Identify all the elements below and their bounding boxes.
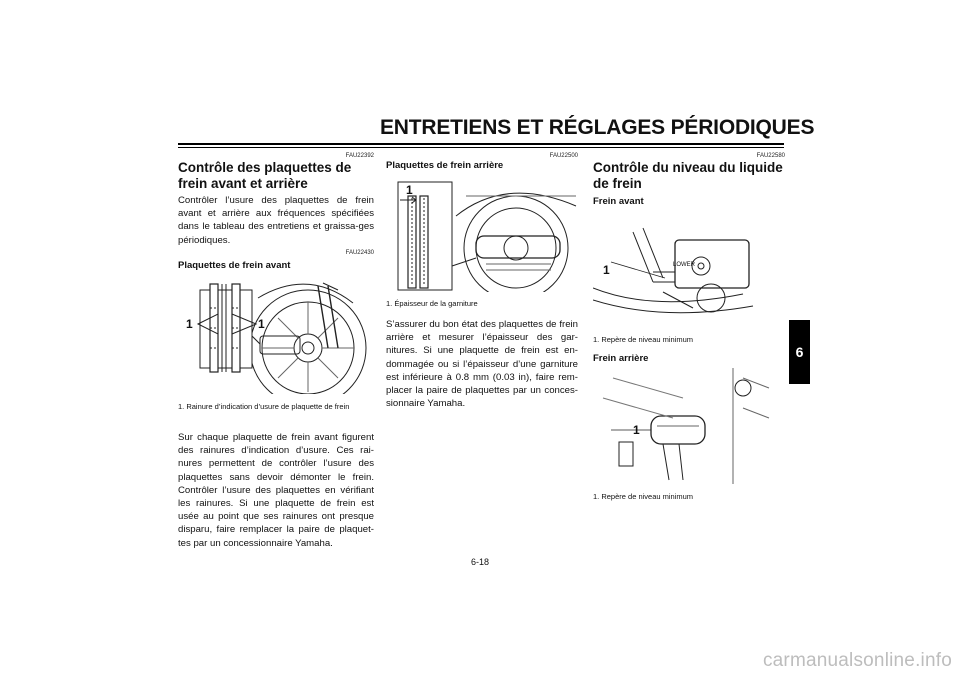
front-brake-pad-figure — [178, 278, 374, 394]
watermark: carmanualsonline.info — [762, 650, 952, 671]
front-brake-reservoir-figure — [593, 212, 785, 328]
chapter-tab: 6 — [789, 320, 810, 384]
subsection-title-rear-pads: Plaquettes de frein arrière — [386, 160, 504, 171]
page-number: 6-18 — [470, 557, 489, 567]
callout-1-right: 1 — [258, 317, 265, 331]
subsection-code: FAU22430 — [345, 250, 374, 256]
figure-caption-rear-pads: 1. Épaisseur de la garniture — [386, 299, 478, 308]
callout-1-left: 1 — [186, 317, 193, 331]
section-code: FAU22500 — [549, 153, 578, 159]
section-code: FAU22580 — [756, 153, 785, 159]
callout-1: 1 — [633, 423, 640, 437]
intro-paragraph: Contrôler l’usure des plaquettes de frein avant et arrière aux fréquences spécifiées dans le tableau des entretiens et graissa-ges périodiques. — [178, 195, 374, 246]
figure-caption-rear-reservoir: 1. Repère de niveau minimum — [593, 492, 694, 501]
header-rule — [178, 143, 784, 145]
callout-1: 1 — [406, 183, 413, 197]
section-code: FAU22392 — [345, 153, 374, 159]
rear-brake-pad-figure — [386, 176, 578, 292]
rear-pads-paragraph: S’assurer du bon état des plaquettes de frein arrière et mesurer l’épaisseur des gar-nitures. Si une plaquette de frein est en-dommagée ou si l’épaisseur d’une garniture est inférieure à 0.8 mm (0.03 in), faire rem-placer la paire de plaquettes par un conces-sionnaire Yamaha. — [386, 319, 578, 410]
front-pads-paragraph: Sur chaque plaquette de frein avant figurent des rainures d’indication d’usure. Ces rai-nures permettent de contrôler l’usure des plaquettes sans devoir démonter le frein. Contrôler l’usure des plaquettes en vérifiant les rainures. Si une plaquette de frein est usée au point que ses rainures ont presque disparu, faire remplacer la paire de plaquet-tes par un concessionnaire Yamaha. — [178, 432, 374, 549]
figure-caption-front-reservoir: 1. Repère de niveau minimum — [593, 335, 694, 344]
rear-brake-reservoir-figure — [593, 368, 785, 484]
section-title-brake-pads: Contrôle des plaquettes de frein avant et arrière — [178, 160, 352, 191]
section-title-brake-fluid: Contrôle du niveau du liquide de frein — [593, 160, 783, 191]
lower-mark-label: LOWER — [673, 262, 696, 268]
subsection-title-front-brake: Frein avant — [593, 196, 644, 207]
figure-caption-front-pads: 1. Rainure d’indication d’usure de plaquette de frein — [178, 402, 350, 411]
subsection-title-front-pads: Plaquettes de frein avant — [178, 260, 291, 271]
page-header-title: ENTRETIENS ET RÉGLAGES PÉRIODIQUES — [380, 116, 815, 139]
header-rule-thin — [178, 147, 784, 148]
subsection-title-rear-brake: Frein arrière — [593, 353, 649, 364]
callout-1: 1 — [603, 263, 610, 277]
